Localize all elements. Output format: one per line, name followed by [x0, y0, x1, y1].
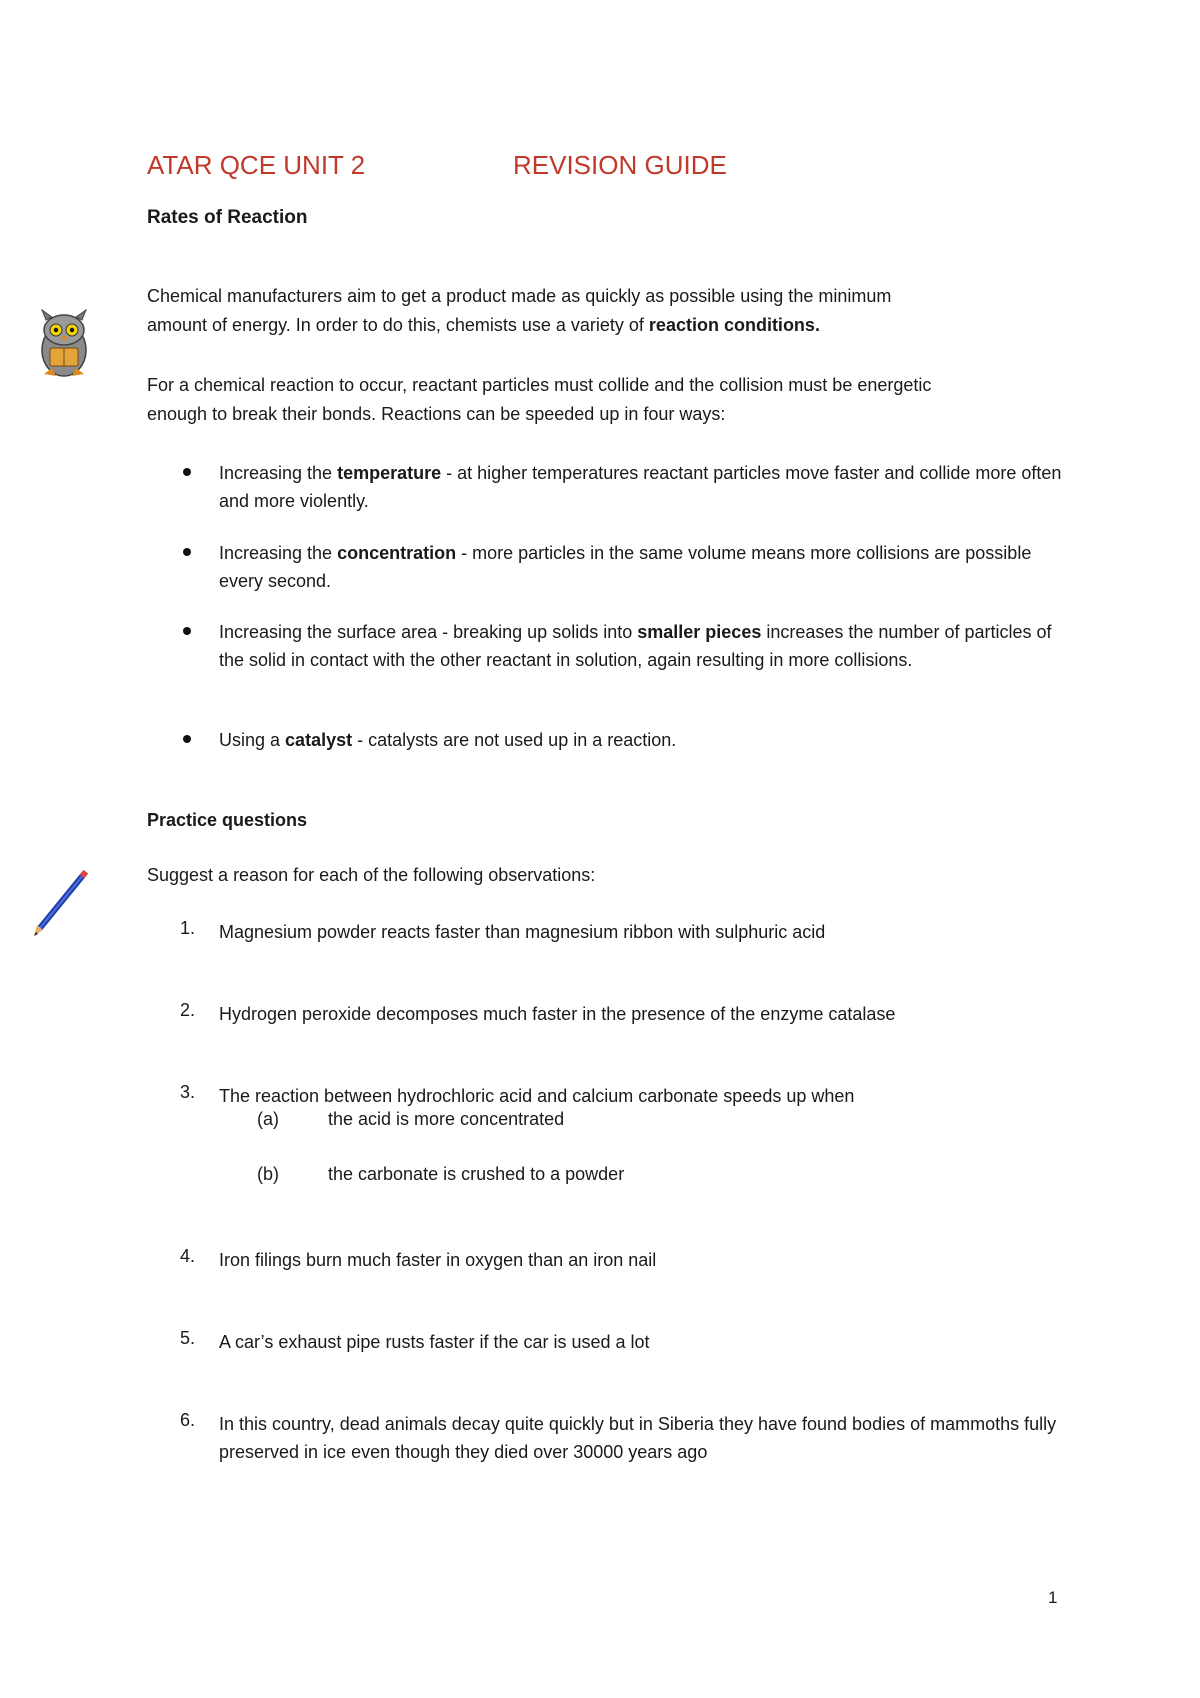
bullet-text: - more particles in the same volume means more collisions are possible every second.: [219, 543, 1032, 591]
bullet-concentration: [219, 539, 1079, 595]
question-text: Iron filings burn much faster in oxygen than an iron nail: [219, 1250, 657, 1270]
bullet-text: - at higher temperatures reactant particles move faster and collide more often and more violently.: [219, 463, 1062, 511]
owl-icon: [30, 308, 98, 380]
bullet-text: - catalysts are not used up in a reaction.: [352, 730, 677, 750]
collision-line-1: For a chemical reaction to occur, reactant particles must collide and the collision must be energetic: [147, 375, 932, 395]
intro-line-2-bold: reaction conditions: [648, 315, 815, 335]
pencil-icon: [30, 870, 90, 940]
collision-paragraph: [147, 371, 1097, 429]
collision-line-2: enough to break their bonds. Reactions can be speeded up in four ways:: [147, 404, 726, 424]
subquestion-text: the acid is more concentrated: [328, 1109, 565, 1129]
question-text: The reaction between hydrochloric acid and calcium carbonate speeds up when: [219, 1086, 855, 1106]
question-number: 4.: [180, 1246, 196, 1266]
bullet-text: Increasing the surface area - breaking up solids into: [219, 622, 638, 642]
question-text: Magnesium powder reacts faster than magnesium ribbon with sulphuric acid: [219, 922, 826, 942]
subquestion-text: the carbonate is crushed to a powder: [328, 1164, 625, 1184]
question-text: A car’s exhaust pipe rusts faster if the car is used a lot: [219, 1332, 650, 1352]
bullet-keyword: smaller pieces: [637, 622, 762, 642]
section-heading-practice: Practice questions: [147, 810, 308, 830]
question-number: 6.: [180, 1410, 196, 1430]
bullet-dot: [183, 735, 191, 743]
section-heading-rates: Rates of Reaction: [147, 207, 308, 228]
bullet-keyword: concentration: [337, 543, 457, 563]
bullet-temperature: [219, 459, 1079, 515]
bullet-text: Increasing the: [219, 463, 338, 483]
question-text: In this country, dead animals decay quite quickly but in Siberia they have found bodies of mammoths fully preserved in ice even though they died over 30000 years ago: [219, 1414, 1057, 1462]
question-number: 5.: [180, 1328, 196, 1348]
question-number: 3.: [180, 1082, 196, 1102]
bullet-dot: [183, 627, 191, 635]
practice-prompt: Suggest a reason for each of the following observations:: [147, 865, 596, 885]
title-unit: ATAR QCE UNIT 2: [147, 150, 366, 180]
intro-line-2-end: .: [814, 315, 820, 335]
intro-paragraph: [147, 282, 1097, 340]
bullet-text: increases the number of particles of the solid in contact with the other reactant in solution, again resulting in more collisions.: [219, 622, 1052, 670]
subquestion-label: (a): [257, 1109, 279, 1129]
subquestion-label: (b): [257, 1164, 279, 1184]
bullet-keyword: temperature: [337, 463, 442, 483]
bullet-dot: [183, 548, 191, 556]
question-number: 2.: [180, 1000, 196, 1020]
intro-line-2-text: amount of energy. In order to do this, chemists use a variety of: [147, 315, 649, 335]
bullet-catalyst: [219, 726, 1079, 754]
intro-line-1: Chemical manufacturers aim to get a product made as quickly as possible using the minimum: [147, 286, 892, 306]
bullet-dot: [183, 468, 191, 476]
bullet-surface-area: [219, 618, 1079, 674]
title-guide: REVISION GUIDE: [513, 150, 727, 180]
question-number: 1.: [180, 918, 196, 938]
bullet-text: Using a: [219, 730, 286, 750]
intro-line-2: [147, 311, 1097, 340]
bullet-text: Increasing the: [219, 543, 338, 563]
question-text: Hydrogen peroxide decomposes much faster in the presence of the enzyme catalase: [219, 1004, 896, 1024]
bullet-keyword: catalyst: [285, 730, 353, 750]
page-number: 1: [1048, 1588, 1058, 1607]
